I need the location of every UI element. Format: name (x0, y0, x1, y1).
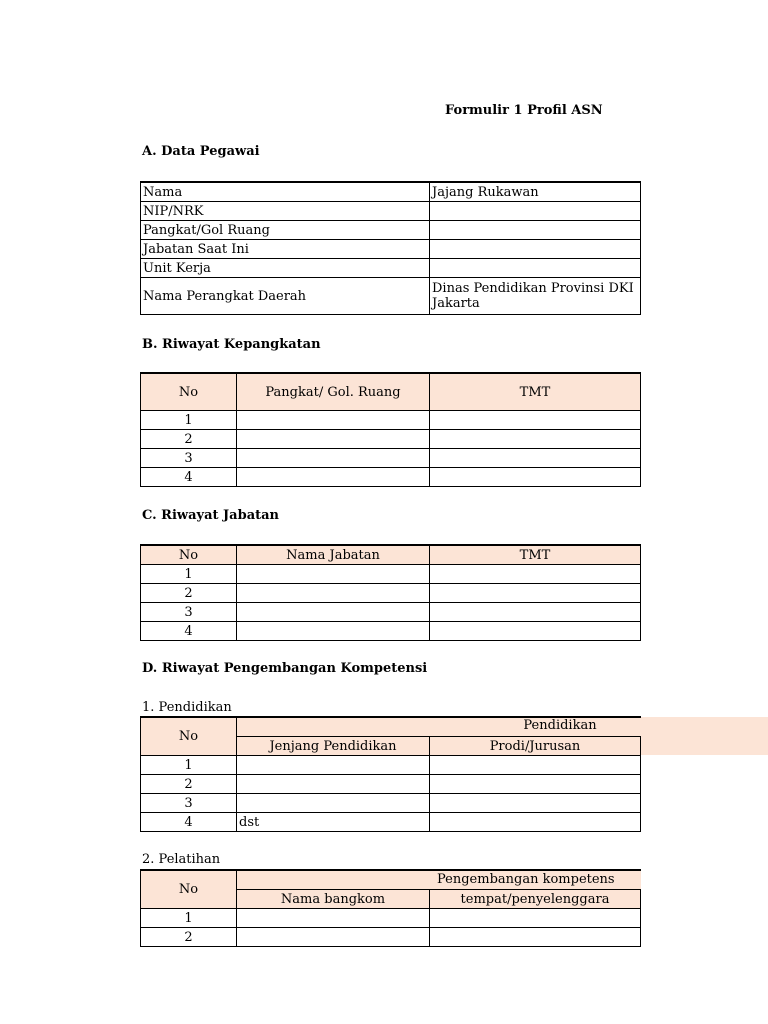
cell-tmt[interactable] (430, 411, 641, 430)
row-no: 4 (141, 468, 237, 487)
cell-nama-bangkom[interactable] (237, 928, 430, 947)
table-row (141, 411, 641, 430)
field-label: Jabatan Saat Ini (141, 240, 430, 259)
table-row (141, 221, 641, 240)
header-penyelenggara: tempat/penyelenggara (430, 890, 641, 909)
cell-jenjang[interactable] (237, 775, 430, 794)
row-no: 3 (141, 603, 237, 622)
table-header-row (141, 545, 641, 565)
field-label: Nama (141, 182, 430, 202)
cell-jenjang[interactable] (237, 756, 430, 775)
row-no: 4 (141, 622, 237, 641)
cell-prodi[interactable] (430, 794, 641, 813)
row-no: 3 (141, 794, 237, 813)
cell-penyelenggara[interactable] (430, 928, 641, 947)
cell-penyelenggara[interactable] (430, 909, 641, 928)
cell-nama-jabatan[interactable] (237, 584, 430, 603)
row-no: 2 (141, 928, 237, 947)
row-no: 2 (141, 584, 237, 603)
row-no: 4 (141, 813, 237, 832)
table-row (141, 813, 641, 832)
table-row (141, 622, 641, 641)
row-no: 1 (141, 756, 237, 775)
cell-nama-jabatan[interactable] (237, 603, 430, 622)
pendidikan-table (140, 716, 641, 832)
header-group-cell (237, 870, 641, 890)
cell-pangkat[interactable] (237, 449, 430, 468)
data-pegawai-table (140, 181, 641, 315)
header-tmt: TMT (430, 545, 641, 565)
cell-jenjang[interactable] (237, 794, 430, 813)
table-row (141, 449, 641, 468)
field-label: Pangkat/Gol Ruang (141, 221, 430, 240)
cell-pangkat[interactable] (237, 468, 430, 487)
cell-prodi[interactable] (430, 756, 641, 775)
pendidikan-label: 1. Pendidikan (142, 700, 232, 715)
cell-prodi[interactable] (430, 813, 641, 832)
header-pengembangan: Pengembangan kompetens (437, 872, 615, 887)
header-pendidikan: Pendidikan (523, 718, 597, 733)
cell-nama-jabatan[interactable] (237, 565, 430, 584)
row-no: 1 (141, 909, 237, 928)
header-fill-overflow (640, 717, 768, 755)
row-no: 1 (141, 565, 237, 584)
section-a-heading: A. Data Pegawai (142, 144, 260, 159)
field-value-perangkat-daerah[interactable]: Dinas Pendidikan Provinsi DKI Jakarta (430, 278, 641, 315)
field-label: NIP/NRK (141, 202, 430, 221)
section-c-heading: C. Riwayat Jabatan (142, 508, 280, 523)
cell-jenjang[interactable]: dst (237, 813, 430, 832)
cell-pangkat[interactable] (237, 430, 430, 449)
cell-tmt[interactable] (430, 584, 641, 603)
header-no: No (141, 717, 237, 756)
table-row (141, 259, 641, 278)
table-row (141, 182, 641, 202)
field-value-nama[interactable]: Jajang Rukawan (430, 182, 641, 202)
header-nama-jabatan: Nama Jabatan (237, 545, 430, 565)
riwayat-jabatan-table (140, 544, 641, 641)
field-value-nip[interactable] (430, 202, 641, 221)
section-d-heading: D. Riwayat Pengembangan Kompetensi (142, 661, 428, 676)
header-no: No (141, 870, 237, 909)
table-row (141, 565, 641, 584)
field-label: Nama Perangkat Daerah (141, 278, 430, 315)
cell-prodi[interactable] (430, 775, 641, 794)
table-header-row (141, 870, 641, 890)
table-row (141, 468, 641, 487)
row-no: 2 (141, 430, 237, 449)
table-row (141, 430, 641, 449)
cell-tmt[interactable] (430, 565, 641, 584)
table-header-row (141, 373, 641, 411)
table-row (141, 603, 641, 622)
field-label: Unit Kerja (141, 259, 430, 278)
cell-tmt[interactable] (430, 430, 641, 449)
header-pangkat: Pangkat/ Gol. Ruang (237, 373, 430, 411)
header-nama-bangkom: Nama bangkom (237, 890, 430, 909)
cell-tmt[interactable] (430, 622, 641, 641)
header-no: No (141, 373, 237, 411)
table-row (141, 756, 641, 775)
field-value-jabatan[interactable] (430, 240, 641, 259)
pelatihan-label: 2. Pelatihan (142, 852, 221, 867)
cell-nama-bangkom[interactable] (237, 909, 430, 928)
row-no: 1 (141, 411, 237, 430)
header-prodi: Prodi/Jurusan (430, 737, 641, 756)
cell-tmt[interactable] (430, 449, 641, 468)
cell-nama-jabatan[interactable] (237, 622, 430, 641)
cell-pangkat[interactable] (237, 411, 430, 430)
header-tmt: TMT (430, 373, 641, 411)
table-row (141, 584, 641, 603)
table-row (141, 240, 641, 259)
cell-tmt[interactable] (430, 603, 641, 622)
cell-tmt[interactable] (430, 468, 641, 487)
table-row (141, 928, 641, 947)
row-no: 3 (141, 449, 237, 468)
table-row (141, 202, 641, 221)
form-title: Formulir 1 Profil ASN (445, 103, 603, 118)
header-jenjang: Jenjang Pendidikan (237, 737, 430, 756)
table-row (141, 909, 641, 928)
section-b-heading: B. Riwayat Kepangkatan (142, 337, 321, 352)
pelatihan-table (140, 869, 641, 947)
row-no: 2 (141, 775, 237, 794)
field-value-unit-kerja[interactable] (430, 259, 641, 278)
field-value-pangkat[interactable] (430, 221, 641, 240)
table-row (141, 794, 641, 813)
table-row (141, 278, 641, 315)
riwayat-kepangkatan-table (140, 372, 641, 487)
header-no: No (141, 545, 237, 565)
table-row (141, 775, 641, 794)
